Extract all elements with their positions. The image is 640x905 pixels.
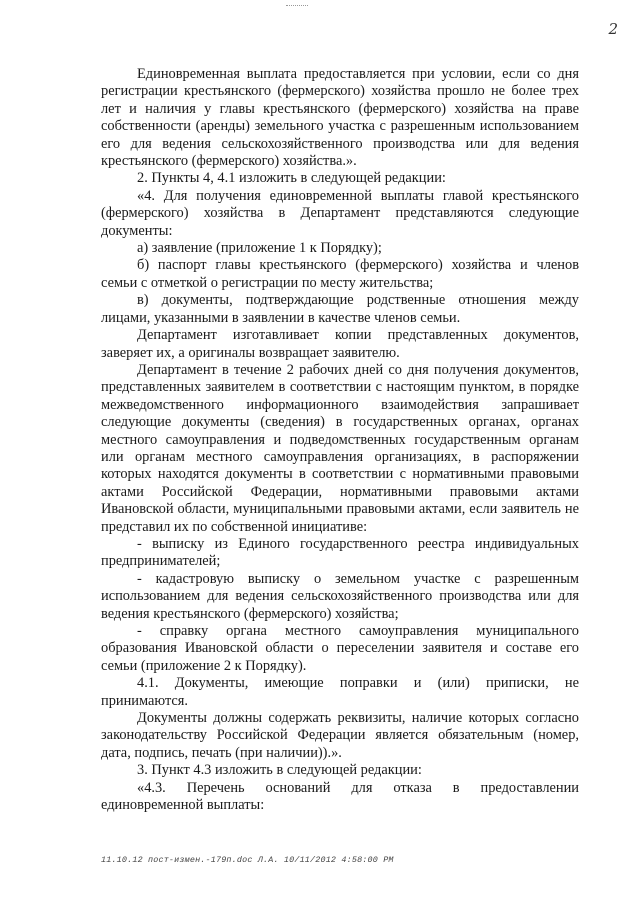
paragraph: - выписку из Единого государственного реестра индивидуальных предпринимателей;	[101, 535, 579, 570]
paragraph: - справку органа местного самоуправления муниципального образования Ивановской области о переселении заявителя и составе его семьи (приложение 2 к Порядку).	[101, 623, 579, 674]
paragraph: а) заявление (приложение 1 к Порядку);	[137, 240, 382, 257]
file-footer: 11.10.12 пост-измен.-179п.doc Л.А. 10/11/2012 4:58:00 PM	[101, 855, 394, 865]
paragraph: Департамент изготавливает копии представленных документов, заверяет их, а оригиналы возвращает заявителю.	[101, 327, 579, 361]
body-text	[101, 66, 579, 814]
paragraph: в) документы, подтверждающие родственные отношения между лицами, указанными в заявлении в качестве членов семьи.	[101, 292, 579, 326]
paragraph: - кадастровую выписку о земельном участке с разрешенным использованием для ведения сельскохозяйственного производства или для ведения крестьянского (фермерского) хозяйства;	[101, 570, 579, 622]
paragraph: «4. Для получения единовременной выплаты главой крестьянского (фермерского) хозяйства в Департамент представляются следующие документы:	[101, 187, 579, 239]
top-mark	[286, 5, 308, 8]
paragraph: Департамент в течение 2 рабочих дней со дня получения документов, представленных заявителем в соответствии с настоящим пунктом, в порядке межведомственного информационного взаимодействия запрашивает следующие документы (сведения) в государственных органах, органах местного самоуправления и подведомственных государственным органам или органам местного самоуправления организациях, в распоряжении которых находятся документы в соответствии с нормативными правовыми актами Российской Федерации, нормативными правовыми актами Ивановской области, муниципальными правовыми актами, если заявитель не представил их по собственной инициативе:	[101, 361, 579, 535]
paragraph: «4.3. Перечень оснований для отказа в предоставлении единовременной выплаты:	[101, 779, 579, 814]
paragraph: б) паспорт главы крестьянского (фермерского) хозяйства и членов семьи с отметкой о регистрации по месту жительства;	[101, 257, 579, 291]
paragraph: 3. Пункт 4.3 изложить в следующей редакции:	[137, 762, 422, 779]
paragraph: Документы должны содержать реквизиты, наличие которых согласно законодательству Российской Федерации является обязательным (номер, дата, подпись, печать (при наличии)).».	[101, 710, 579, 761]
paragraph: 4.1. Документы, имеющие поправки и (или) приписки, не принимаются.	[101, 675, 579, 709]
page-number: 2	[608, 20, 618, 38]
paragraph: 2. Пункты 4, 4.1 изложить в следующей редакции:	[137, 170, 446, 187]
paragraph: Единовременная выплата предоставляется при условии, если со дня регистрации крестьянского (фермерского) хозяйства прошло не более трех лет и наличия у главы крестьянского (фермерского) хозяйства на праве собственности (аренды) земельного участка с разрешенным использованием его для ведения сельскохозяйственного производства или для ведения крестьянского (фермерского) хозяйства.».	[101, 66, 579, 170]
